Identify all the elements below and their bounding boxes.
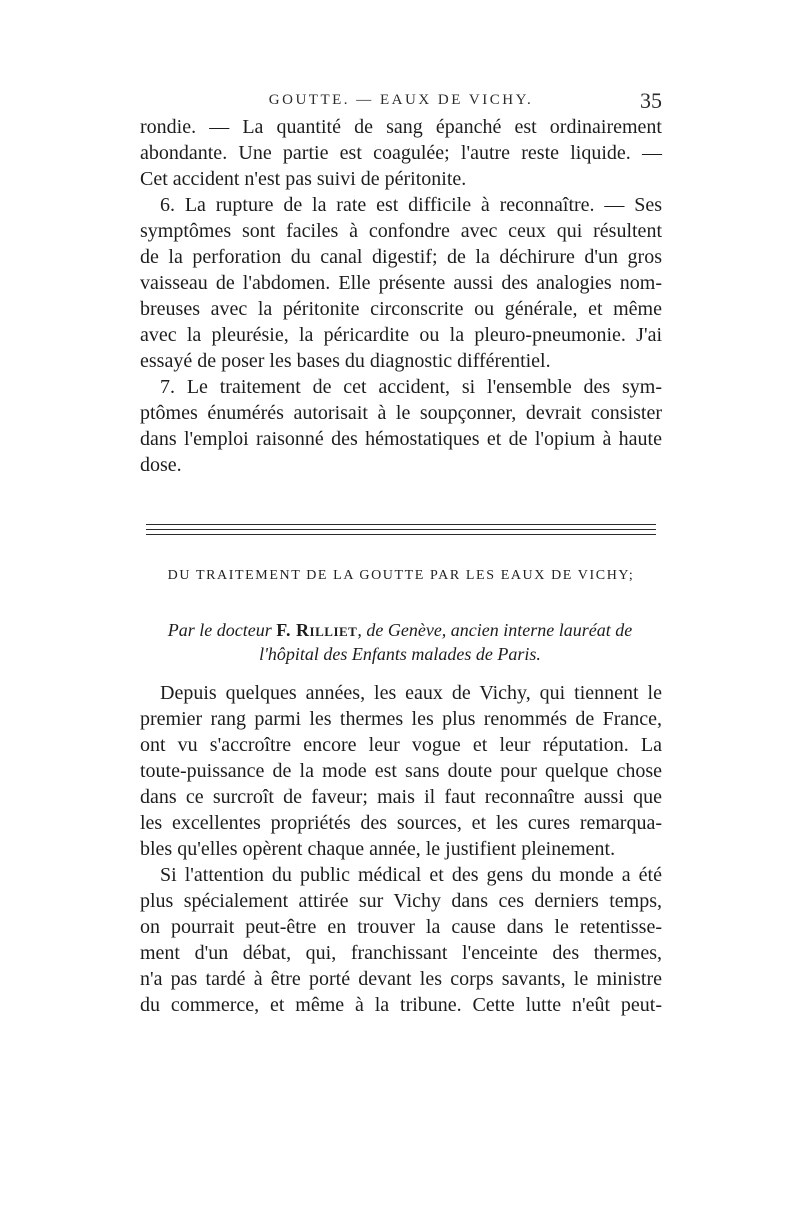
text-line: dans l'emploi raisonné des hémostatiques et de l'opium à haute (140, 428, 662, 450)
byline-suffix: , de Genève, ancien interne lauréat de (357, 620, 633, 640)
divider-rule (146, 529, 656, 530)
text-line: 7. Le traitement de cet accident, si l'ensemble des sym- (160, 376, 662, 398)
text-line: de la perforation du canal digestif; de la déchirure d'un gros (140, 246, 662, 268)
text-line: symptômes sont faciles à confondre avec ceux qui résultent (140, 220, 662, 242)
text-line: n'a pas tardé à être porté devant les corps savants, le ministre (140, 968, 662, 990)
text-line: essayé de poser les bases du diagnostic différentiel. (140, 350, 551, 372)
text-line: bles qu'elles opèrent chaque année, le justifient pleinement. (140, 838, 616, 860)
text-line: ment d'un débat, qui, franchissant l'enceinte des thermes, (140, 942, 662, 964)
text-line: premier rang parmi les thermes les plus renommés de France, (140, 708, 662, 730)
text-line: avec la pleurésie, la péricardite ou la pleuro-pneumonie. J'ai (140, 324, 662, 346)
text-line: on pourrait peut-être en trouver la cause dans le retentisse- (140, 916, 662, 938)
text-line: ptômes énumérés autorisait à le soupçonner, devrait consister (140, 402, 662, 424)
text-line: 6. La rupture de la rate est difficile à reconnaître. — Ses (160, 194, 662, 216)
text-line: les excellentes propriétés des sources, et les cures remarqua- (140, 812, 662, 834)
byline-prefix: Par le docteur (167, 620, 272, 640)
page-number: 35 (640, 88, 662, 113)
running-title: GOUTTE. — EAUX DE VICHY. (268, 92, 534, 108)
byline-line-2: l'hôpital des Enfants malades de Paris. (259, 644, 541, 664)
byline (135, 618, 665, 666)
text-line: Si l'attention du public médical et des gens du monde a été (160, 864, 662, 886)
divider-rule (146, 534, 656, 535)
text-line: ont vu s'accroître encore leur vogue et leur réputation. La (140, 734, 662, 756)
author-name: F. Rilliet (276, 620, 358, 640)
text-line: Depuis quelques années, les eaux de Vichy, qui tiennent le (160, 682, 662, 704)
text-line: plus spécialement attirée sur Vichy dans ces derniers temps, (140, 890, 662, 912)
body-paragraphs (140, 680, 662, 1018)
section-divider (146, 524, 656, 536)
text-line: dans ce surcroît de faveur; mais il faut reconnaître aussi que (140, 786, 662, 808)
section-title: DU TRAITEMENT DE LA GOUTTE PAR LES EAUX DE VICHY; (167, 568, 635, 583)
top-paragraphs (140, 114, 662, 478)
byline-line-1 (135, 618, 665, 642)
text-line: du commerce, et même à la tribune. Cette lutte n'eût peut- (140, 994, 662, 1016)
text-line: toute-puissance de la mode est sans doute pour quelque chose (140, 760, 662, 782)
text-line: vaisseau de l'abdomen. Elle présente aussi des analogies nom- (140, 272, 662, 294)
text-line: dose. (140, 454, 182, 476)
divider-rule (146, 524, 656, 525)
text-line: rondie. — La quantité de sang épanché est ordinairement (140, 116, 662, 138)
text-line: breuses avec la péritonite circonscrite ou générale, et même (140, 298, 662, 320)
text-line: Cet accident n'est pas suivi de péritonite. (140, 168, 467, 190)
text-line: abondante. Une partie est coagulée; l'autre reste liquide. — (140, 142, 662, 164)
